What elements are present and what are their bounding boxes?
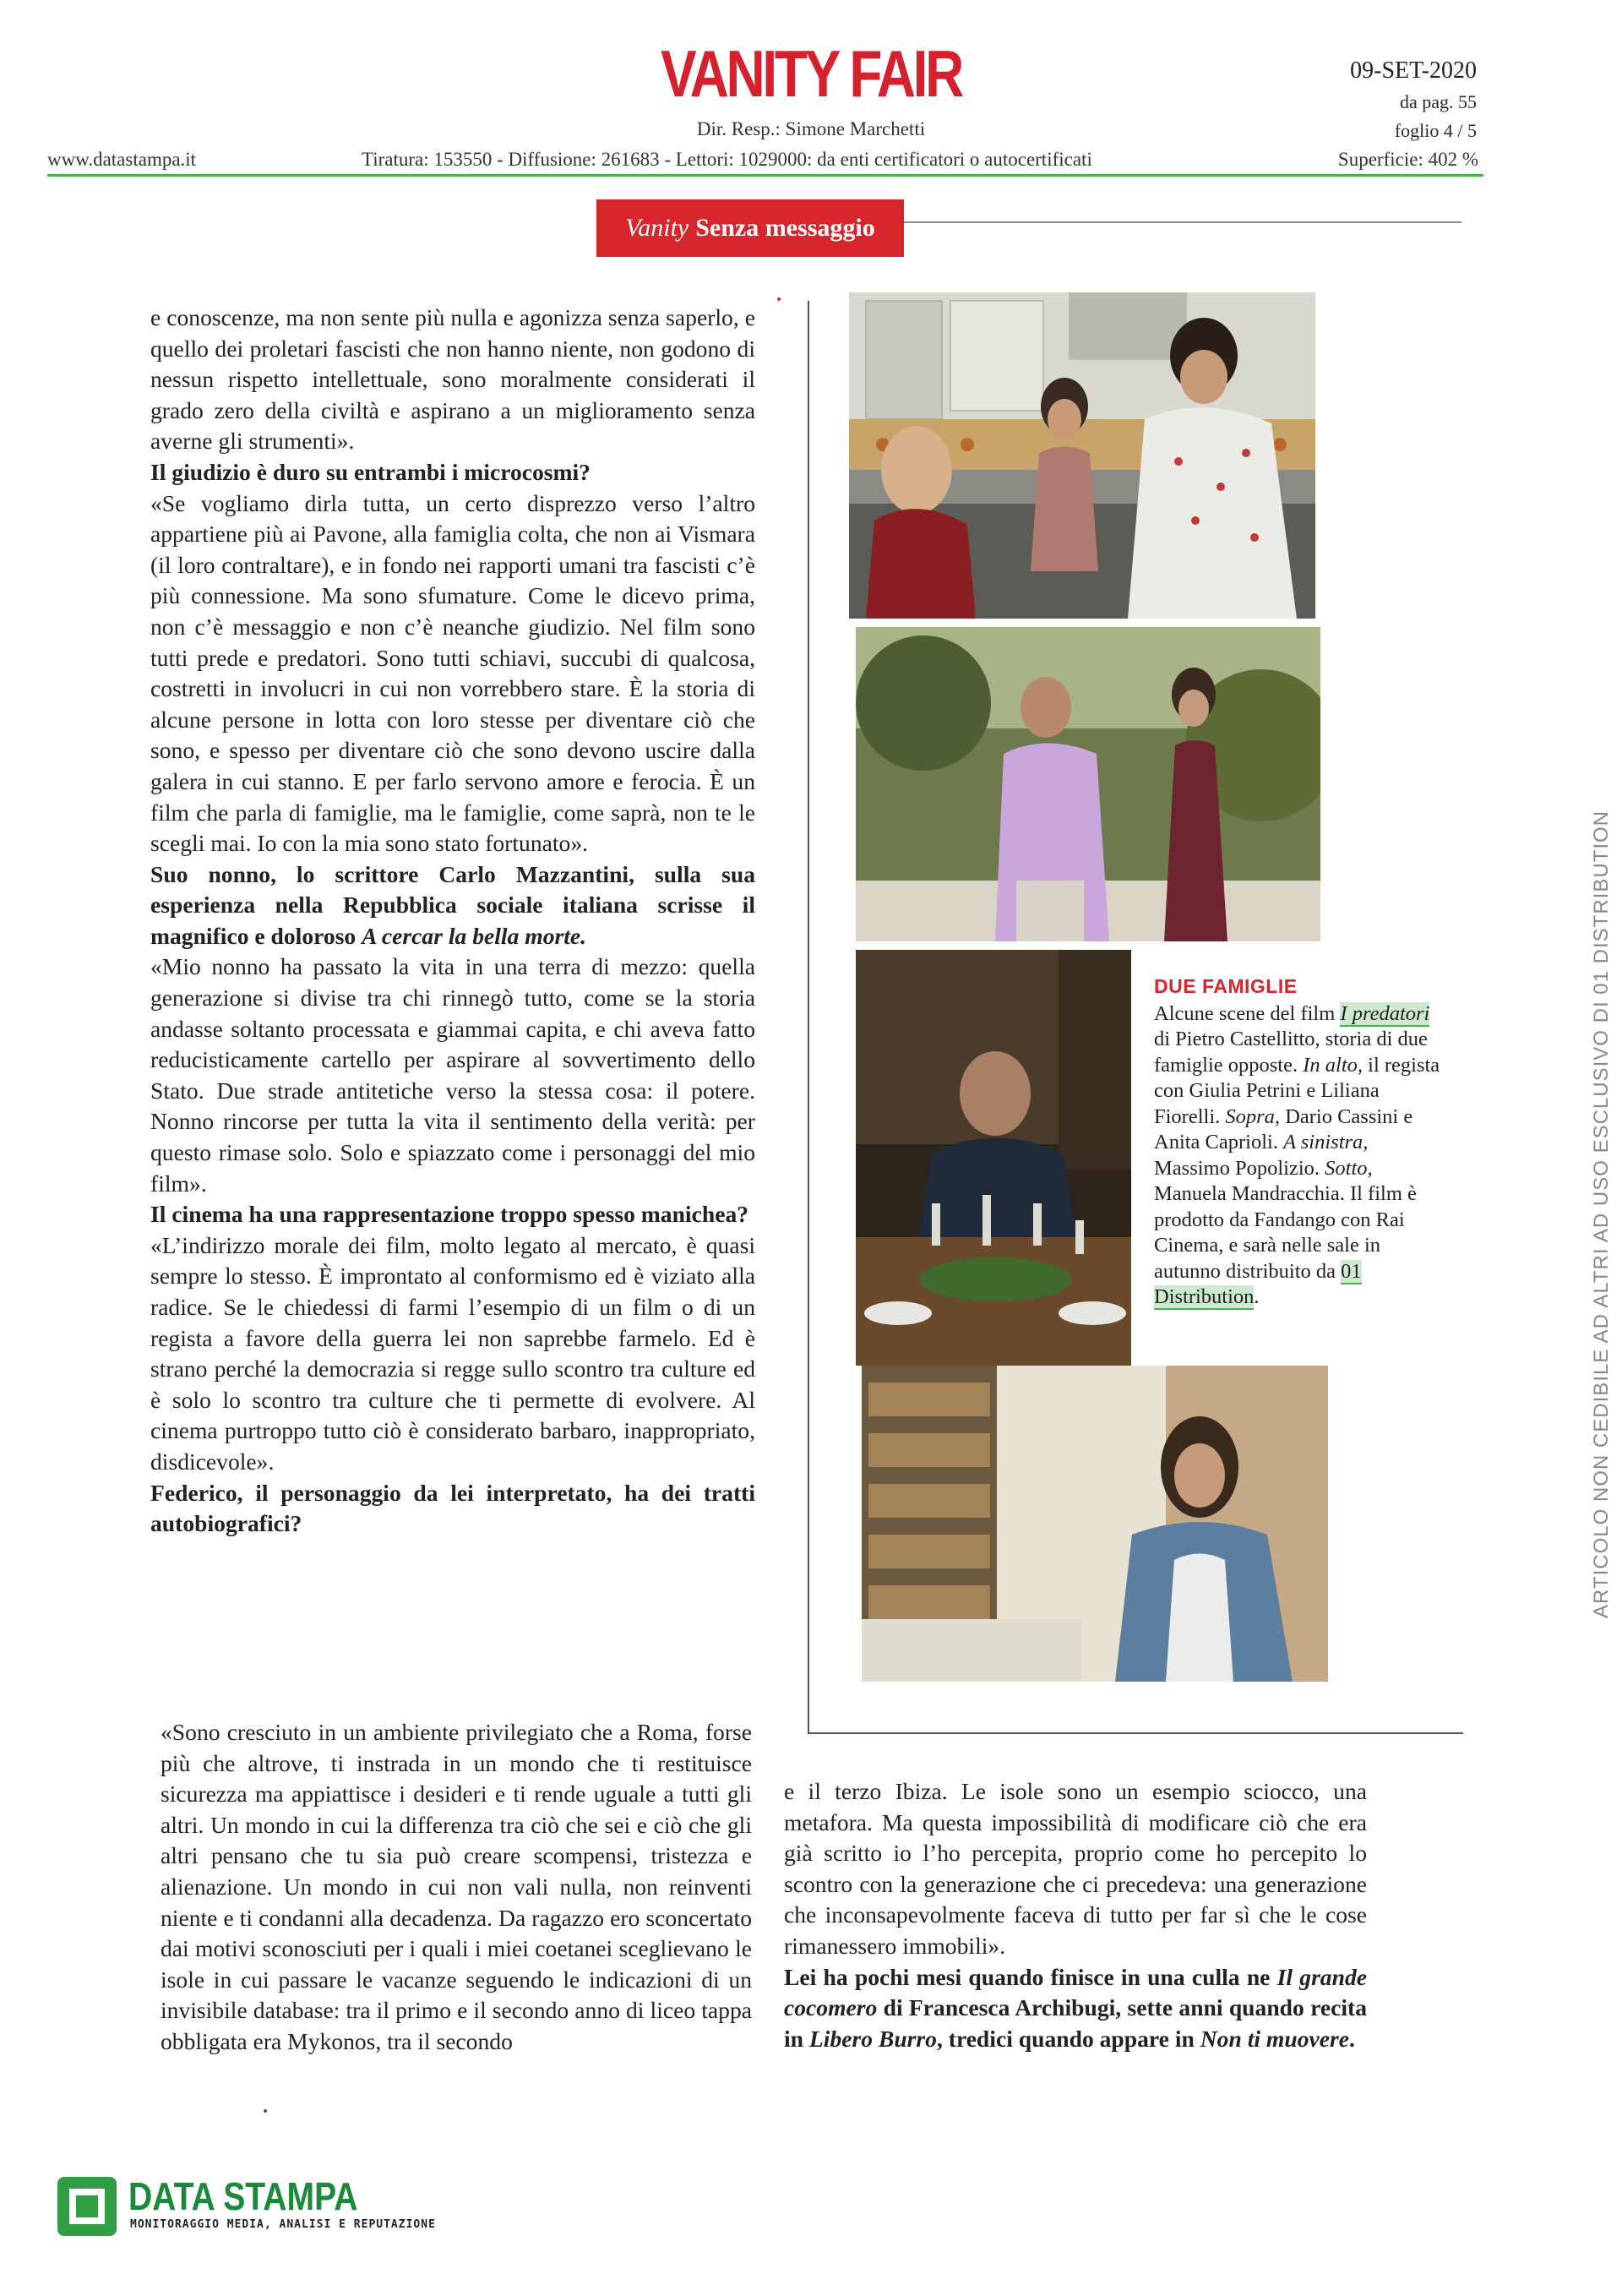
- caption-a-sinistra: A sinistra,: [1283, 1131, 1369, 1153]
- data-stampa-tagline: MONITORAGGIO MEDIA, ANALISI E REPUTAZIONE: [130, 2218, 436, 2231]
- caption-title: DUE FAMIGLIE: [1154, 975, 1298, 997]
- header-rule: [47, 174, 1483, 177]
- question-5: [784, 1962, 1367, 2055]
- para-4: «L’indirizzo morale dei film, molto legato al mercato, è quasi sempre lo stesso. È improntato al conformismo ed è viziato alla radice. Se le chiedessi di farmi l’esempio di un film o di un regista a favore della guerra lei non saprebbe farmelo. Ed è strano perché la democrazia si regge sullo scontro tra culture ed è solo lo scontro tra culture che ti permette di evolvere. Al cinema purtroppo tutto ciò è considerato barbaro, inappropriato, disdicevole».: [150, 1231, 755, 1475]
- film-title-2: Libero Burro: [808, 2025, 937, 2052]
- question-1: Il giudizio è duro su entrambi i microcosmi?: [150, 458, 591, 485]
- para-3: «Mio nonno ha passato la vita in una terra di mezzo: quella generazione si divise tra chi rinnegò tutto, come se la storia andasse soltanto processata e giammai capita, e chi aveva fatto reducisticamente cartello per aspirare al sovvertimento dello Stato. Due strade antitetiche verso la stessa cosa: il potere. Nonno rincorse per tutta la vita il sentimento della verità: per questo rimase solo. Solo e spiazzato come i personaggi del mio film».: [150, 953, 755, 1197]
- header-circulation: Tiratura: 153550 - Diffusione: 261683 - Lettori: 1029000: da enti certificatori o autocertificati: [362, 149, 1092, 170]
- question-3: Il cinema ha una rappresentazione troppo spesso manichea?: [150, 1201, 749, 1228]
- caption-text-5: Manuela Mandracchia. Il film è prodotto da Fandango con Rai Cinema, e sarà nelle sale in autunno distribuito da: [1154, 1182, 1417, 1283]
- book-title: A cercar la bella morte.: [362, 922, 587, 949]
- para-1: e conoscenze, ma non sente più nulla e agonizza senza saperlo, e quello dei proletari fascisti che non hanno niente, non godono di nessun rispetto intellettuale, sono moralmente considerati il grado zero della civiltà e aspirano a un miglioramento senza averne gli strumenti».: [150, 304, 755, 455]
- data-stampa-name: DATA STAMPA: [128, 2174, 358, 2218]
- photo-frame-bottom: [808, 1732, 1463, 1734]
- caption-film-title: [1340, 1002, 1429, 1027]
- caption-distributor-b: Distribution: [1154, 1285, 1255, 1308]
- question-5-b: di Francesca Archibugi, sette anni quando recita in: [784, 1994, 1367, 2052]
- question-5-d: .: [1349, 2025, 1355, 2052]
- column-divider: [808, 301, 809, 1732]
- article-left-bottom: [161, 1717, 752, 2058]
- photo-library-scene: [862, 1366, 1328, 1682]
- question-2-text: Suo nonno, lo scrittore Carlo Mazzantini, sulla sua esperienza nella Repubblica sociale italiana scrisse il magnifico e doloroso: [150, 860, 755, 949]
- question-2: [150, 859, 755, 952]
- caption-text-4: Massimo Popolizio.: [1154, 1156, 1325, 1180]
- section-name: Senza messaggio: [695, 214, 875, 242]
- header-surface: Superficie: 402 %: [1337, 149, 1478, 170]
- section-brand: Vanity: [625, 214, 689, 242]
- banner-rule: [904, 221, 1461, 223]
- vanity-fair-logo: VANITY FAIR: [660, 36, 962, 111]
- para-2: «Se vogliamo dirla tutta, un certo disprezzo verso l’altro appartiene più ai Pavone, alla famiglia colta, che non ai Vismara (il loro contraltare), e in fondo nei rapporti umani tra fascisti c’è più connessione. Ma sono sfumature. Come le dicevo prima, non c’è messaggio e non c’è neanche giudizio. Nel film sono tutti prede e predatori. Sono tutti schiavi, succubi di qualcosa, costretti in involucri in cui non vorrebbero stare. È la storia di alcune persone in lotta con loro stesse per diventare ciò che sono, e spesso per diventare ciò che sono devono uscire dalla galera in cui stanno. E per farlo servono amore e ferocia. È un film che parla di famiglie, ma le famiglie, come saprà, non te le scegli mai. Io con la mia sono stato fortunato».: [150, 489, 755, 857]
- photo-dinner-scene: [856, 950, 1131, 1366]
- caption-text-1: di Pietro Castellitto, storia di due famiglie opposte.: [1154, 1028, 1428, 1077]
- data-stampa-logo-icon: [57, 2177, 117, 2240]
- film-title-3: Non ti muovere: [1200, 2025, 1350, 2052]
- header-date: 09-SET-2020: [1350, 57, 1477, 84]
- question-5-a: Lei ha pochi mesi quando finisce in una culla ne: [784, 1963, 1277, 1990]
- section-banner: [596, 199, 904, 257]
- caption-distributor-a: 01: [1341, 1259, 1362, 1283]
- header-sheet: foglio 4 / 5: [1394, 120, 1477, 141]
- para-5: «Sono cresciuto in un ambiente privilegiato che a Roma, forse più che altrove, ti instrada in un mondo che ti restituisce sicurezza ma appiattisce i desideri e ti rende uguale a tutti gli altri. Un mondo in cui la differenza tra ciò che sei e ciò che gli altri pensano che tu sia può creare scompensi, tristezza e alienazione. Un mondo in cui non vali nulla, non reinventi niente e ti condanni alla decadenza. Da ragazzo ero sconcertato dai motivi sconosciuti per i quali i miei coetanei sceglievano le isole in cui passare le vacanze seguendo le indicazioni di un invisibile database: tra il primo e il secondo anno di liceo tappa obbligata era Mykonos, tra il secondo: [161, 1719, 752, 2054]
- para-6: e il terzo Ibiza. Le isole sono un esempio sciocco, una metafora. Ma questa impossibilità di modificare ciò che era già scritto io l’ho percepita, proprio come ho percepito lo scontro con la generazione che ci precedeva: una generazione che inconsapevolmente faceva di tutto per far sì che le cose rimanessero immobili».: [784, 1778, 1367, 1959]
- header-director: Dir. Resp.: Simone Marchetti: [696, 118, 926, 139]
- caption-intro: Alcune scene del film: [1154, 1001, 1336, 1025]
- header-site-link[interactable]: www.datastampa.it: [47, 149, 197, 170]
- caption-text-2: il regista con Giulia Petrini e Liliana Fiorelli.: [1154, 1053, 1440, 1128]
- photo-caption: [1154, 973, 1441, 1311]
- caption-sopra: Sopra,: [1225, 1104, 1281, 1128]
- caption-end: .: [1254, 1285, 1260, 1308]
- question-4: Federico, il personaggio da lei interpretato, ha dei tratti autobiografici?: [150, 1479, 755, 1537]
- caption-in-alto: In alto,: [1303, 1053, 1363, 1077]
- photo-garden-scene: [856, 627, 1320, 941]
- caption-film-name: I predatori: [1340, 1001, 1430, 1025]
- question-5-c: , tredici quando appare in: [936, 2025, 1200, 2052]
- decor-dot-bottom: [264, 2109, 267, 2113]
- caption-sotto: Sotto,: [1325, 1156, 1373, 1180]
- decor-dot: [777, 297, 781, 301]
- caption-text-3: Dario Cassini e Anita Caprioli.: [1154, 1104, 1413, 1153]
- film-title-1: Il grande cocomero: [784, 1963, 1367, 2021]
- photo-kitchen-scene: [849, 292, 1315, 619]
- article-right-column: [784, 1776, 1367, 2054]
- article-left-column: [150, 303, 755, 1540]
- header-page: da pag. 55: [1399, 91, 1477, 112]
- side-notice: ARTICOLO NON CEDIBILE AD ALTRI AD USO ESCLUSIVO DI 01 DISTRIBUTION: [1590, 810, 1613, 1618]
